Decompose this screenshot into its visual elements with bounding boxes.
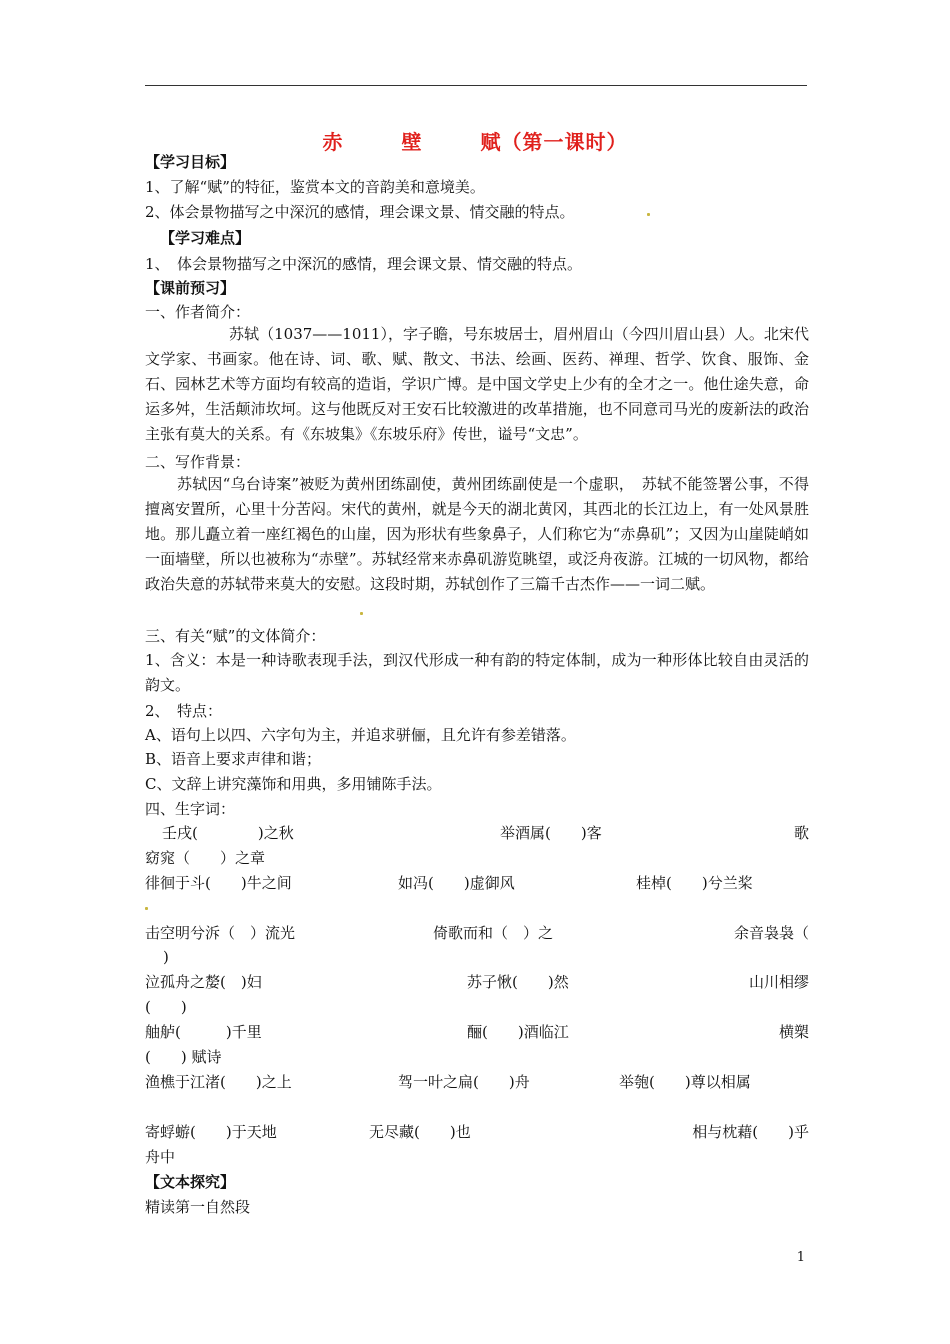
vocab-row	[145, 923, 809, 943]
vocab-row	[145, 1122, 809, 1142]
vocab-item: 渔樵于江渚( )之上	[145, 1073, 292, 1091]
vocab-item: )	[163, 948, 169, 966]
author-text: 苏轼（1037——1011），字子瞻，号东坡居士，眉州眉山（今四川眉山县）人。北宋代文学家、书画家。他在诗、词、歌、赋、散文、书法、绘画、医药、禅理、哲学、饮食、服饰、金石、园林艺术等方面均有较高的造诣，学识广博。是中国文学史上少有的全才之一。他仕途失意，命运多舛，生活颠沛坎坷。这与他既反对王安石比较激进的改革措施，也不同意司马光的废新法的政治主张有莫大的关系。有《东坡集》《东坡乐府》传世，谥号“文忠”。	[145, 325, 809, 443]
vocab-heading: 四、生字词：	[145, 800, 236, 818]
vocab-item: 窈窕（ ）之章	[145, 849, 266, 867]
goal-2: 2、体会景物描写之中深沉的感情，理会课文景、情交融的特点。	[145, 203, 575, 221]
title-char-2: 壁	[401, 130, 423, 154]
vocab-item: 横槊	[778, 1023, 809, 1041]
difficulty-heading: 【学习难点】	[160, 229, 251, 247]
vocab-item: ( )	[145, 998, 187, 1016]
text-study-subheading: 精读第一自然段	[145, 1198, 251, 1216]
fu-definition: 1、含义：本是一种诗歌表现手法，到汉代形成一种有韵的特定体制，成为一种形体比较自由灵活的韵文。	[145, 651, 809, 694]
vocab-item: 倚歌而和（ ）之	[433, 924, 554, 942]
page-title	[0, 126, 950, 155]
vocab-row	[145, 848, 809, 868]
fu-heading: 三、有关“赋”的文体简介：	[145, 627, 326, 645]
vocab-item: 舳舻( )千里	[145, 1023, 262, 1041]
vocab-item: 桂棹( )兮兰桨	[636, 874, 753, 892]
fu-feature-c: C、文辞上讲究藻饰和用典，多用铺陈手法。	[145, 775, 442, 793]
vocab-item: 酾( )酒临江	[467, 1023, 569, 1041]
vocab-item: 徘徊于斗( )牛之间	[145, 874, 292, 892]
vocab-item: 寄蜉蝣( )于天地	[145, 1123, 277, 1141]
author-heading: 一、作者简介：	[145, 303, 251, 321]
vocab-item: 驾一叶之扁( )舟	[398, 1073, 530, 1091]
vocab-item: 击空明兮泝（ ）流光	[145, 924, 296, 942]
vocab-row	[145, 873, 809, 893]
vocab-row	[145, 823, 809, 843]
vocab-item: ( ) 赋诗	[145, 1048, 222, 1066]
speck-mark	[360, 612, 363, 615]
title-char-3: 赋（第一课时）	[480, 130, 628, 154]
vocab-row	[145, 1147, 809, 1167]
vocab-item: 壬戌( )之秋	[162, 824, 294, 842]
title-char-1: 赤	[322, 130, 344, 154]
goals-heading: 【学习目标】	[145, 153, 236, 171]
speck-mark	[647, 213, 650, 216]
fu-feature-b: B、语音上要求声律和谐；	[145, 750, 322, 768]
difficulty-1: 1、 体会景物描写之中深沉的感情，理会课文景、情交融的特点。	[145, 255, 583, 273]
vocab-item: 如冯( )虚御风	[398, 874, 515, 892]
preview-heading: 【课前预习】	[145, 279, 236, 297]
vocab-item: 泣孤舟之嫠( )妇	[145, 973, 262, 991]
text-study-heading: 【文本探究】	[145, 1173, 236, 1191]
goal-1: 1、了解“赋”的特征，鉴赏本文的音韵美和意境美。	[145, 178, 485, 196]
vocab-item: 举匏( )尊以相属	[619, 1073, 751, 1091]
background-heading: 二、写作背景：	[145, 453, 251, 471]
vocab-row	[145, 1047, 809, 1067]
vocab-row	[145, 972, 809, 992]
vocab-item: 歌	[793, 824, 809, 842]
fu-features-heading: 2、 特点：	[145, 702, 223, 720]
speck-mark	[145, 907, 148, 910]
vocab-item: 无尽藏( )也	[369, 1123, 471, 1141]
vocab-item: 举酒属( )客	[500, 824, 602, 842]
vocab-item: 舟中	[145, 1148, 176, 1166]
fu-feature-a: A、语句上以四、六字句为主，并追求骈俪，且允许有参差错落。	[145, 726, 576, 744]
header-rule	[145, 85, 807, 86]
vocab-row	[145, 997, 809, 1017]
vocab-item: 余音袅袅（	[733, 924, 809, 942]
vocab-row	[145, 1022, 809, 1042]
vocab-item: 相与枕藉( )乎	[692, 1123, 809, 1141]
vocab-row	[145, 1072, 809, 1092]
background-text: 苏轼因“乌台诗案”被贬为黄州团练副使，黄州团练副使是一个虚职， 苏轼不能签署公事，不得擅离安置所，心里十分苦闷。宋代的黄州，就是今天的湖北黄冈，其西北的长江边上，有一处风景胜地。那儿矗立着一座红褐色的山崖，因为形状有些象鼻子，人们称它为“赤鼻矶”；又因为山崖陡峭如一面墙壁，所以也被称为“赤壁”。苏轼经常来赤鼻矶游览眺望，或泛舟夜游。江城的一切风物，都给政治失意的苏轼带来莫大的安慰。这段时期，苏轼创作了三篇千古杰作——一词二赋。	[145, 475, 809, 593]
vocab-item: 苏子愀( )然	[467, 973, 569, 991]
vocab-row	[145, 947, 809, 967]
vocab-item: 山川相缪	[748, 973, 809, 991]
page-number: 1	[796, 1250, 805, 1265]
